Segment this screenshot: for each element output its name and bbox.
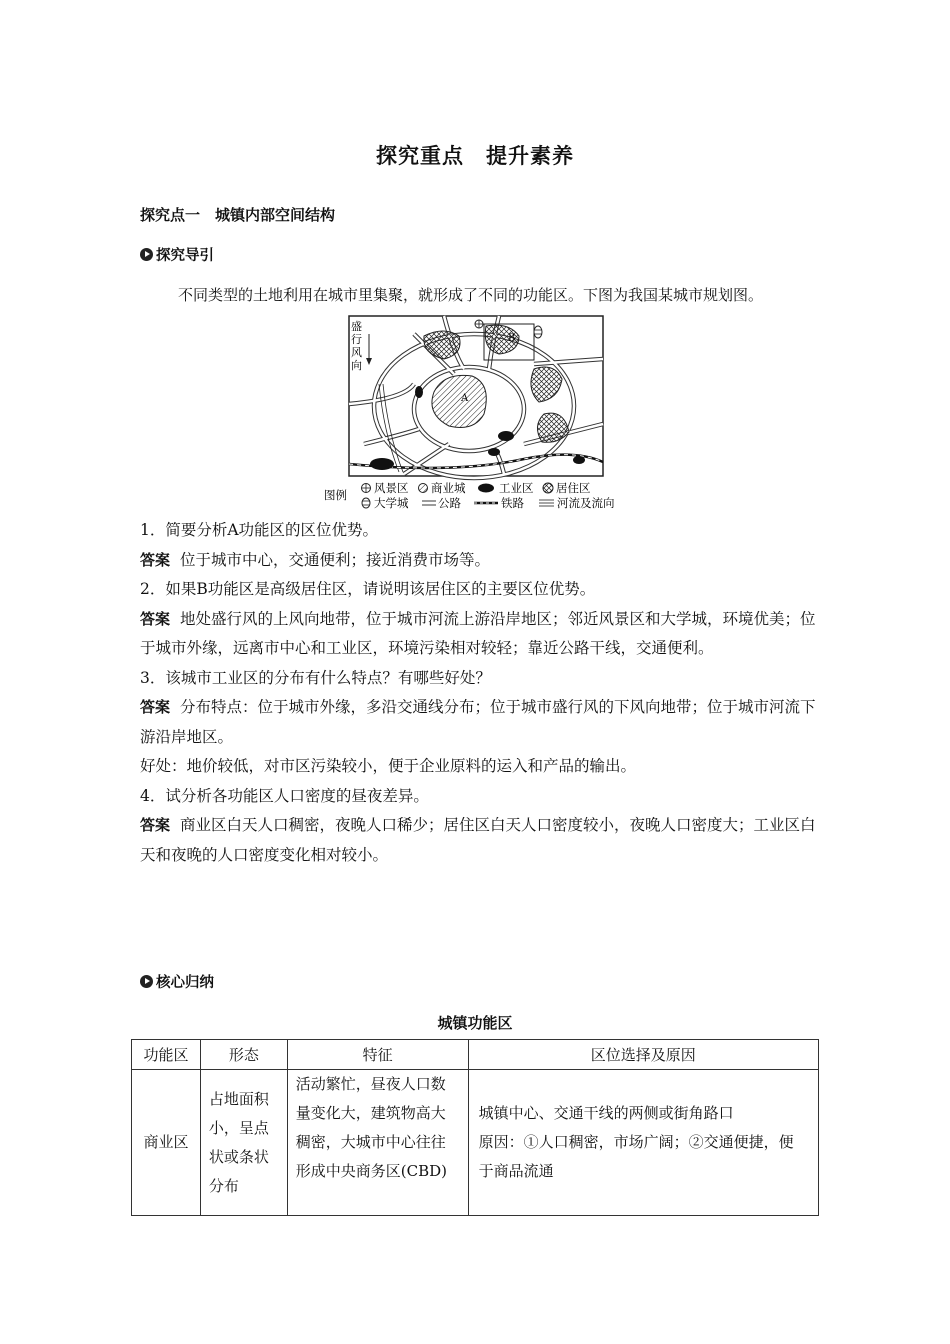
map-legend [324, 478, 634, 512]
summary-label: 核心归纳 [156, 975, 214, 991]
legend-title: 图例 [324, 488, 347, 502]
answer-2 [140, 605, 820, 664]
zone-name: 商业区 [132, 1070, 201, 1216]
header-cell: 特征 [287, 1040, 468, 1070]
guide-label: 探究导引 [156, 248, 214, 264]
question-1: 1．简要分析A功能区的区位优势。 [140, 521, 379, 539]
residential-icon [543, 483, 553, 493]
header-cell: 功能区 [132, 1040, 201, 1070]
wind-char: 行 [351, 333, 362, 346]
guide-marker [140, 244, 214, 265]
qa-block [140, 516, 820, 870]
label-b: B [508, 333, 516, 344]
page-title: 探究重点 提升素养 [376, 144, 574, 168]
play-circle-icon [140, 975, 153, 988]
question-2: 2．如果B功能区是高级居住区，请说明该居住区的主要区位优势。 [140, 580, 596, 598]
answer-label: 答案 [140, 816, 171, 834]
industrial-zone [488, 448, 500, 456]
answer-label: 答案 [140, 609, 171, 628]
answer-text: 商业区白天人口稠密，夜晚人口稀少；居住区白天人口密度较小，夜晚人口密度大；工业区白天和夜晚的人口密度变化相对较小。 [140, 816, 816, 864]
label-a: A [461, 393, 469, 404]
industrial-icon [478, 484, 494, 493]
location-line: 城镇中心、交通干线的两侧或街角路口 [478, 1104, 734, 1122]
university-icon [362, 498, 370, 508]
table-row [132, 1070, 819, 1216]
zone-location [468, 1070, 818, 1216]
play-circle-icon [140, 248, 153, 261]
header-cell: 区位选择及原因 [468, 1040, 818, 1070]
answer-3-extra: 好处：地价较低，对市区污染较小，便于企业原料的运入和产品的输出。 [140, 757, 637, 775]
function-zone-table [131, 1039, 819, 1216]
section-heading: 探究点一 城镇内部空间结构 [140, 206, 336, 224]
answer-label: 答案 [140, 550, 171, 569]
summary-marker [140, 971, 214, 992]
table-header-row [132, 1040, 819, 1070]
legend-river: 河流及流向 [557, 496, 615, 510]
legend-university: 大学城 [374, 496, 409, 510]
answer-text: 位于城市中心，交通便利；接近消费市场等。 [180, 550, 491, 569]
wind-char: 向 [351, 359, 362, 372]
intro-text: 不同类型的土地利用在城市里集聚，就形成了不同的功能区。下图为我国某城市规划图。 [178, 286, 764, 304]
industrial-zone [573, 456, 585, 464]
zone-shape: 占地面积小，呈点状或条状分布 [200, 1070, 287, 1216]
answer-text: 地处盛行风的上风向地带，位于城市河流上游沿岸地区；邻近风景区和大学城，环境优美；位于城市外缘，远离市中心和工业区，环境污染相对较轻；靠近公路干线，交通便利。 [140, 609, 816, 657]
question-4: 4．试分析各功能区人口密度的昼夜差异。 [140, 786, 429, 805]
location-reason: 原因：①人口稠密，市场广阔；②交通便捷，便于商品流通 [478, 1133, 794, 1180]
zone-feature: 活动繁忙，昼夜人口数量变化大，建筑物高大稠密，大城市中心往往形成中央商务区(CBD) [287, 1070, 468, 1216]
legend-road: 公路 [438, 496, 461, 510]
legend-industrial: 工业区 [499, 481, 534, 495]
legend-scenic: 风景区 [374, 481, 409, 495]
answer-label: 答案 [140, 698, 171, 716]
legend-commercial: 商业城 [431, 481, 466, 495]
wind-char: 盛 [351, 320, 362, 333]
answer-text: 分布特点：位于城市外缘，多沿交通线分布；位于城市盛行风的下风向地带；位于城市河流下游沿岸地区。 [140, 698, 816, 746]
table-title: 城镇功能区 [437, 1014, 513, 1032]
answer-3 [140, 693, 820, 752]
wind-char: 风 [351, 346, 362, 359]
legend-railway: 铁路 [501, 496, 524, 510]
commercial-zone-a [432, 375, 486, 427]
industrial-zone [498, 431, 514, 441]
industrial-zone [415, 386, 423, 398]
answer-1 [140, 546, 820, 576]
answer-4 [140, 811, 820, 870]
industrial-zone [370, 458, 394, 470]
commercial-icon [419, 484, 428, 493]
legend-residential: 居住区 [556, 481, 591, 495]
header-cell: 形态 [200, 1040, 287, 1070]
question-3: 3．该城市工业区的分布有什么特点？有哪些好处？ [140, 668, 491, 687]
